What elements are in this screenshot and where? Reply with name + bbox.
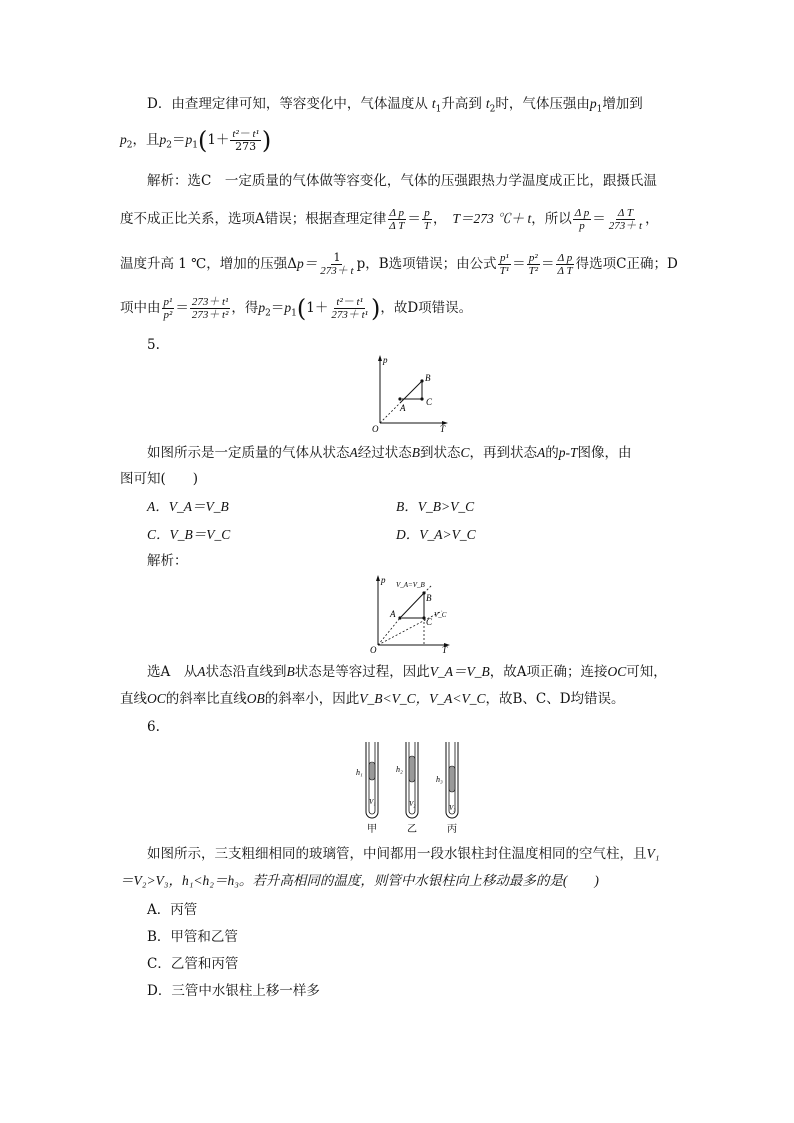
text: ，且: [132, 132, 160, 148]
q4-option-d-line1: D．由查理定律可知，等容变化中，气体温度从 $t_1$升高到 $t_2$时，气体压强由$p_1$增加到: [147, 96, 643, 115]
h3-label: h₃: [436, 775, 443, 784]
text: D．由查理定律可知，等容变化中，气体温度从: [147, 96, 428, 112]
q6-number: 6.: [147, 719, 160, 735]
text: 1＋: [207, 132, 230, 148]
fraction: $\frac{1}{273+ t}$: [320, 251, 354, 277]
fraction: $\frac{\text{Δ p}}{\text{Δ T}}$: [557, 252, 573, 277]
text: 升高到: [441, 96, 482, 112]
tube-yi: [396, 742, 418, 835]
q5-stem-line1: 如图所示是一定质量的气体从状态A经过状态B到状态C，再到状态A的p-T图像，由: [147, 445, 632, 461]
q5-option-a: A．V_A＝V_B: [147, 499, 229, 514]
h2-label: h₂: [396, 765, 403, 774]
q6-option-d: D．三管中水银柱上移一样多: [147, 983, 320, 999]
axis-p-label: p: [381, 575, 386, 585]
point-B-label: B: [425, 373, 431, 383]
q6-stem-line2: ＝V₂>V₃，h₁<h₂＝h₃。若升高相同的温度，则管中水银柱向上移动最多的是( ): [120, 873, 599, 888]
v3-label: V₃: [449, 804, 456, 812]
text: T＝273 ℃＋ t: [452, 211, 532, 226]
fraction: $\frac{\text{Δ p}}{\text{Δ T}}$: [389, 207, 405, 232]
h1-label: h₁: [356, 768, 363, 777]
tube-name-bing: 丙: [447, 824, 457, 835]
point-A-label: A: [390, 609, 396, 619]
v2-label: V₂: [409, 800, 416, 808]
axis-T-label: T: [442, 645, 448, 653]
tube-bing: [436, 742, 458, 835]
vc-label: V_C: [434, 611, 447, 619]
text: p，B选项错误；由公式: [356, 256, 497, 272]
text: 项中由: [120, 300, 161, 316]
q6-stem-line1: 如图所示，三支粗细相同的玻璃管，中间都用一段水银柱封住温度相同的空气柱，且V₁: [147, 846, 660, 862]
axis-p-label: p: [383, 355, 388, 365]
text: 度不成正比关系，选项A错误；根据查理定律: [120, 211, 387, 227]
fraction: $\frac{\text{p¹}}{\text{p²}}$: [163, 296, 173, 321]
q6-tubes-diagram: [352, 740, 472, 836]
vavb-label: V_A=V_B: [396, 581, 425, 589]
point-C-label: C: [426, 617, 433, 627]
q5-answer-line2: 直线OC的斜率比直线OB的斜率小，因此V_B<V_C，V_A<V_C，故B、C、D均错误。: [120, 691, 625, 707]
fraction: $\frac{\text{p²}}{\text{T²}}$: [528, 252, 538, 277]
q6-option-c: C．乙管和丙管: [147, 956, 239, 972]
q5-analysis-label: 解析：: [147, 553, 188, 569]
tube-jia: [356, 742, 378, 835]
fraction: $\frac{\text{273＋ t¹}}{\text{273＋ t²}}$: [191, 296, 229, 321]
q5-option-b: B．V_B>V_C: [396, 499, 475, 514]
q4-analysis-line4: 项中由 $\frac{\text{p¹}}{\text{p²}}$ ＝ $\frac{\text{273＋ t¹}}{\text{273＋ t²}}$ ，得$p_2=p_1(1+$ $\frac{\text{t²－ t¹}}{\text{273＋ t¹}}$ )，故D项错误。: [120, 294, 473, 323]
q5-answer-line1: 选A 从A状态沿直线到B状态是等容过程，因此V_A＝V_B，故A项正确；连接OC可知，: [147, 664, 667, 680]
fraction: $\frac{p}{T}$: [423, 207, 430, 232]
q5-stem-line2: 图可知( ): [120, 471, 199, 487]
origin-label: O: [372, 424, 379, 433]
text: p＝: [297, 256, 318, 271]
q5-option-d: D．V_A>V_C: [396, 527, 476, 542]
text: 增加到: [602, 96, 643, 112]
q5-number: 5.: [147, 337, 160, 353]
fraction: $\frac{\text{Δ p}}{p}$: [574, 207, 590, 232]
text: 时，气体压强由: [495, 96, 590, 112]
tube-name-jia: 甲: [367, 824, 377, 835]
v1-label: V₁: [369, 798, 376, 806]
q4-option-d-line2: $p_2$，且$p_2=p_1(1+$ $\frac{\text{t²－ t¹}}{273}$ ): [120, 126, 272, 155]
point-C-label: C: [426, 397, 433, 407]
var: p: [589, 96, 597, 111]
text: ＝: [171, 132, 186, 148]
var: p: [159, 132, 167, 147]
q6-option-b: B．甲管和乙管: [147, 929, 238, 945]
var: p: [120, 132, 127, 147]
point-B-label: B: [426, 593, 432, 603]
point-A-label: A: [400, 403, 406, 413]
text: ，故D项错误。: [380, 300, 473, 316]
var: p: [185, 132, 193, 147]
q5-pt-diagram: [370, 353, 450, 433]
origin-label: O: [370, 645, 377, 653]
q5-option-c: C．V_B＝V_C: [147, 527, 231, 542]
text: 解析：选C 一定质量的气体做等容变化，气体的压强跟热力学温度成正比，跟摄氏温: [147, 173, 657, 189]
var: t: [485, 96, 490, 111]
q4-analysis-line1: [147, 172, 657, 190]
fraction: $\frac{\text{t²－ t¹}}{273}$: [232, 128, 259, 153]
fraction: $\frac{\text{Δ T}}{273+ t}$: [608, 207, 643, 232]
fraction: $\frac{\text{p¹}}{\text{T¹}}$: [499, 252, 510, 277]
axis-T-label: T: [440, 424, 446, 433]
q6-option-a: A．丙管: [147, 902, 198, 918]
fraction: $\frac{\text{t²－ t¹}}{\text{273＋ t¹}}$: [331, 296, 368, 321]
var: t: [431, 96, 436, 111]
q4-analysis-line2: 度不成正比关系，选项A错误；根据查理定律 $\frac{\text{Δ p}}{\text{Δ T}}$ ＝ $\frac{p}{T}$ ， T＝273 ℃＋ t，所以 $\frac{\text{Δ p}}{p}$ ＝ $\frac{\text{Δ T}}{273+ t}$ ，: [120, 207, 659, 232]
text: ，所以: [531, 211, 572, 227]
q4-analysis-line3: 温度升高 1 ℃，增加的压强Δp＝ $\frac{1}{273+ t}$ p，B选项错误；由公式 $\frac{\text{p¹}}{\text{T¹}}$ ＝ $\frac{\text{p²}}{\text{T²}}$ ＝ $\frac{\text{Δ p}}{\text{Δ T}}$ 得选项C正确；D: [120, 251, 678, 277]
text: 得选项C正确；D: [575, 256, 678, 272]
q5-analysis-diagram: [368, 573, 452, 653]
tube-name-yi: 乙: [407, 824, 417, 835]
text: ，得: [231, 300, 259, 316]
text: 温度升高 1 ℃，增加的压强Δ: [120, 256, 298, 272]
